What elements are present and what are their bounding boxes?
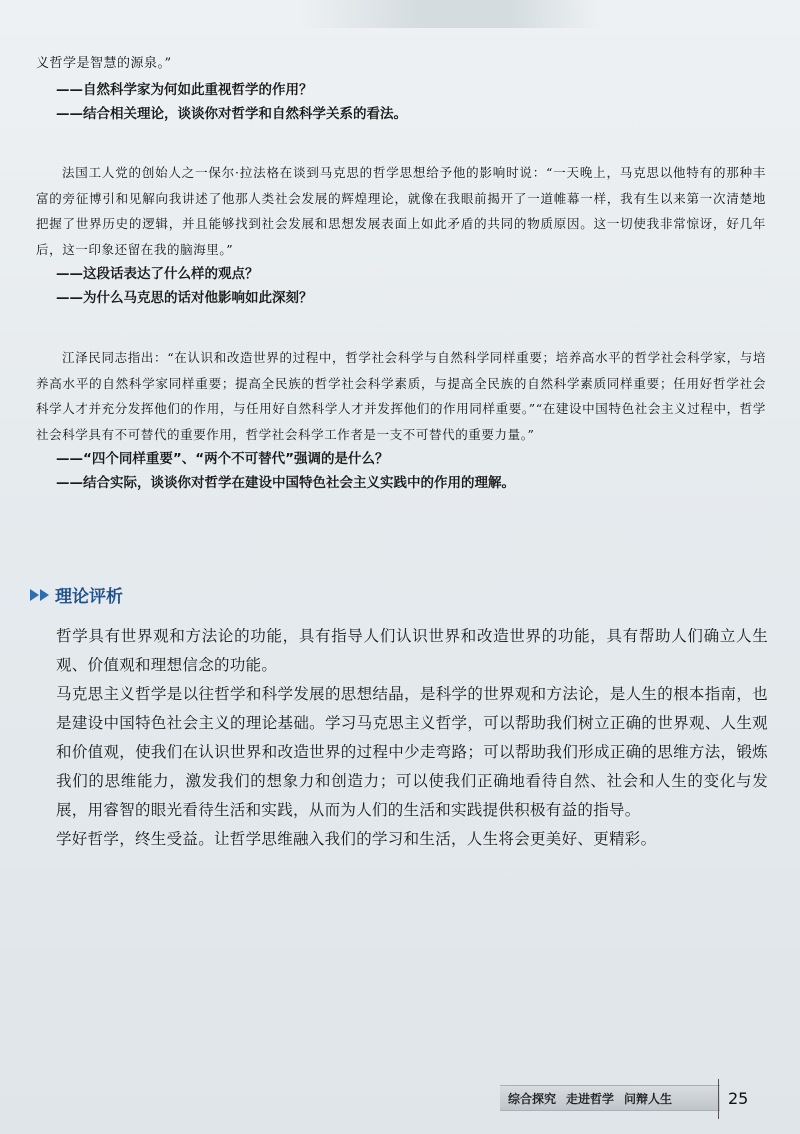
question-1b: ——结合相关理论，谈谈你对哲学和自然科学关系的看法。 <box>56 106 407 122</box>
footer-divider <box>718 1079 719 1119</box>
question-2a: ——这段话表达了什么样的观点？ <box>56 266 259 282</box>
question-3b: ——结合实际，谈谈你对哲学在建设中国特色社会主义实践中的作用的理解。 <box>56 475 515 491</box>
footer-label-bar <box>500 1085 720 1111</box>
double-arrow-icon <box>30 589 49 601</box>
paragraph: 马克思主义哲学是以往哲学和科学发展的思想结晶，是科学的世界观和方法论，是人生的根本指南，也是建设中国特色社会主义的理论基础。学习马克思主义哲学，可以帮助我们树立正确的世界观、人生观和价值观，使我们在认识世界和改造世界的过程中少走弯路；可以帮助我们形成正确的思维方法，锻炼我们的思维能力，激发我们的想象力和创造力；可以使我们正确地看待自然、社会和人生的变化与发展，用睿智的眼光看待生活和实践，从而为人们的生活和实践提供积极有益的指导。 <box>56 685 768 819</box>
question-3a: ——“四个同样重要”、“两个不可替代”强调的是什么？ <box>56 451 389 467</box>
question-1a: ——自然科学家为何如此重视哲学的作用？ <box>56 82 313 98</box>
question-2b: ——为什么马克思的话对他影响如此深刻？ <box>56 290 313 306</box>
quote-fragment: 义哲学是智慧的源泉。” <box>36 56 172 71</box>
footer-subtopic: 问辩人生 <box>624 1091 673 1106</box>
page-number: 25 <box>728 1089 749 1108</box>
quote-block-lafargue <box>36 160 766 310</box>
footer-topic: 走进哲学 <box>566 1091 615 1106</box>
section-title: 理论评析 <box>55 587 123 607</box>
page-footer <box>500 1079 800 1119</box>
footer-unit: 综合探究 <box>508 1091 557 1106</box>
analysis-body <box>56 622 768 854</box>
jiang-quote: 江泽民同志指出：“在认识和改造世界的过程中，哲学社会科学与自然科学同样重要；培养高水平的哲学社会科学家，与培养高水平的自然科学家同样重要；提高全民族的哲学社会科学素质，与提高全民族的自然科学素质同样重要；任用好哲学社会科学人才并充分发挥他们的作用，与任用好自然科学人才并发挥他们的作用同样重要。”“在建设中国特色社会主义过程中，哲学社会科学具有不可替代的重要作用，哲学社会科学工作者是一支不可替代的重要力量。” <box>36 350 766 442</box>
lafargue-quote: 法国工人党的创始人之一保尔·拉法格在谈到马克思的哲学思想给予他的影响时说：“一天晚上，马克思以他特有的那种丰富的旁征博引和见解向我讲述了他那人类社会发展的辉煌理论，就像在我眼前揭开了一道帷幕一样，我有生以来第一次清楚地把握了世界历史的逻辑，并且能够找到社会发展和思想发展表面上如此矛盾的共同的物质原因。这一切使我非常惊讶，好几年后，这一印象还留在我的脑海里。” <box>36 165 766 257</box>
paragraph: 哲学具有世界观和方法论的功能，具有指导人们认识世界和改造世界的功能，具有帮助人们确立人生观、价值观和理想信念的功能。 <box>56 627 768 674</box>
top-fragment-block <box>36 50 766 126</box>
quote-block-jiang <box>36 345 766 495</box>
header-decoration <box>300 0 600 28</box>
section-heading <box>30 582 123 607</box>
paragraph: 学好哲学，终生受益。让哲学思维融入我们的学习和生活，人生将会更美好、更精彩。 <box>56 830 657 848</box>
